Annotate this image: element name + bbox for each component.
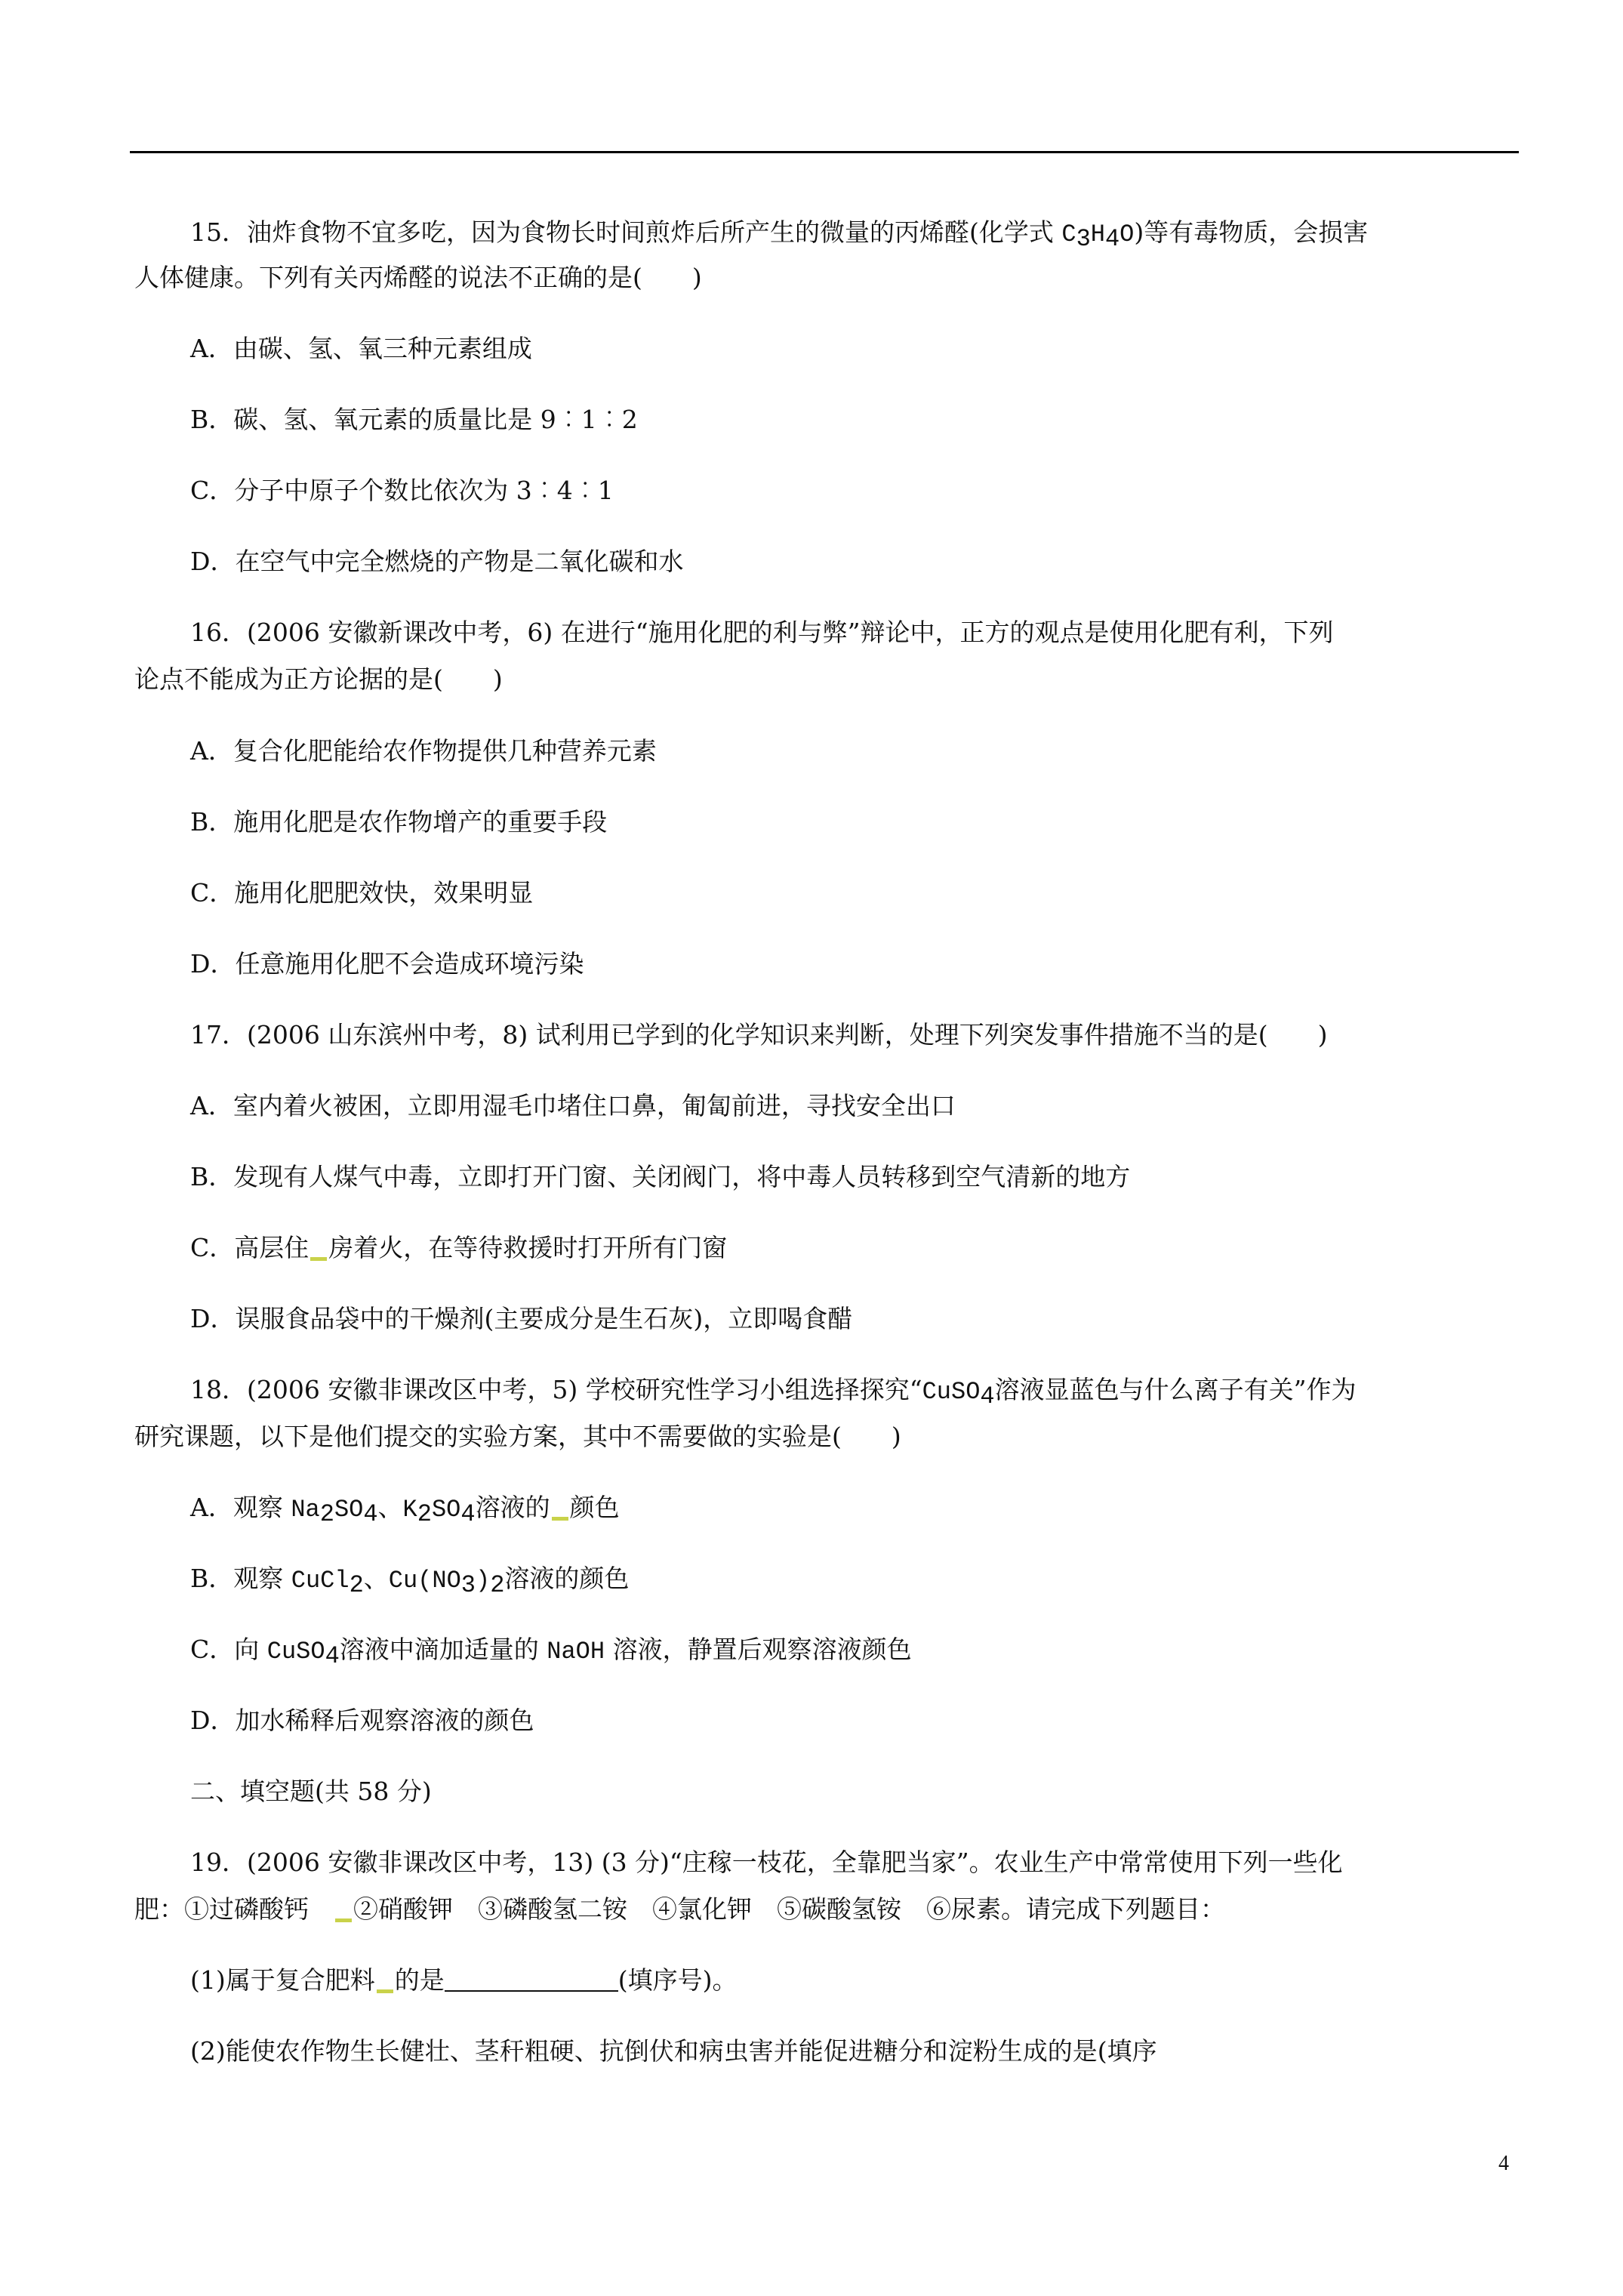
q16-stem-line2: 论点不能成为正方论据的是( ) (134, 664, 503, 694)
header-rule (130, 151, 1519, 153)
q17-stem: 17．(2006 山东滨州中考，8) 试利用已学到的化学知识来判断，处理下列突发事件措施不当的是( ) (190, 1020, 1328, 1049)
q16-option-a: A．复合化肥能给农作物提供几种营养元素 (190, 736, 657, 766)
q15-stem-line2: 人体健康。下列有关丙烯醛的说法不正确的是( ) (134, 263, 702, 292)
q16-option-b: B．施用化肥是农作物增产的重要手段 (190, 807, 608, 837)
q18-stem-line1: 18．(2006 安徽非课改区中考，5) 学校研究性学习小组选择探究“CuSO$_4$溶液显蓝色与什么离子有关”作为 (190, 1375, 1357, 1410)
q19-part2: (2)能使农作物生长健壮、茎秆粗硬、抗倒伏和病虫害并能促进糖分和淀粉生成的是(填序 (190, 2036, 1157, 2066)
q17-option-d: D．误服食品袋中的干燥剂(主要成分是生石灰)，立即喝食醋 (190, 1304, 853, 1333)
q19-stem-line2: 肥：①过磷酸钙 ②硝酸钾 ③磷酸氢二铵 ④氯化钾 ⑤碳酸氢铵 ⑥尿素。请完成下列题目： (134, 1894, 1225, 1924)
q16-stem-line1: 16．(2006 安徽新课改中考，6) 在进行“施用化肥的利与弊”辩论中，正方的观点是使用化肥有利，下列 (190, 618, 1334, 647)
q15-option-a: A．由碳、氢、氧三种元素组成 (190, 334, 532, 363)
answer-blank[interactable] (445, 1968, 618, 1992)
q16-option-d: D．任意施用化肥不会造成环境污染 (190, 949, 584, 978)
q17-option-c: C．高层住 房着火，在等待救援时打开所有门窗 (190, 1233, 728, 1262)
section-heading: 二、填空题(共 58 分) (190, 1777, 432, 1806)
q15-stem-line1: 15．油炸食物不宜多吃，因为食物长时间煎炸后所产生的微量的丙烯醛(化学式 $C_3H_4O$)等有毒物质，会损害 (190, 217, 1369, 253)
q15-option-d: D．在空气中完全燃烧的产物是二氧化碳和水 (190, 547, 684, 576)
q17-option-b: B．发现有人煤气中毒，立即打开门窗、关闭阀门，将中毒人员转移到空气清新的地方 (190, 1162, 1131, 1191)
q18-stem-line2: 研究课题，以下是他们提交的实验方案，其中不需要做的实验是( ) (134, 1422, 901, 1451)
highlight-mark (552, 1517, 568, 1521)
q18-option-c: C．向 CuSO$_4$溶液中滴加适量的 NaOH 溶液，静置后观察溶液颜色 (190, 1635, 912, 1670)
q18-option-d: D．加水稀释后观察溶液的颜色 (190, 1706, 534, 1735)
q18-option-a: A．观察 $Na_2SO_4$、$K_2SO_4$溶液的 颜色 (190, 1493, 620, 1528)
q15-option-c: C．分子中原子个数比依次为 3︰4︰1 (190, 476, 614, 505)
q16-option-c: C．施用化肥肥效快，效果明显 (190, 878, 534, 908)
q18-option-b: B．观察 CuCl$_2$、$Cu(NO_3)_2$溶液的颜色 (190, 1564, 630, 1599)
page-number: 4 (1498, 2152, 1509, 2175)
highlight-mark (335, 1918, 352, 1922)
q15-option-b: B．碳、氢、氧元素的质量比是 9︰1︰2 (190, 405, 638, 434)
highlight-mark (310, 1257, 327, 1261)
q17-option-a: A．室内着火被困，立即用湿毛巾堵住口鼻，匍匐前进，寻找安全出口 (190, 1091, 956, 1120)
highlight-mark (377, 1989, 393, 1993)
q19-part1: (1)属于复合肥料 的是 (填序号)。 (190, 1965, 738, 1995)
q19-stem-line1: 19．(2006 安徽非课改区中考，13) (3 分)“庄稼一枝花，全靠肥当家”。农业生产中常常使用下列一些化 (190, 1848, 1343, 1877)
